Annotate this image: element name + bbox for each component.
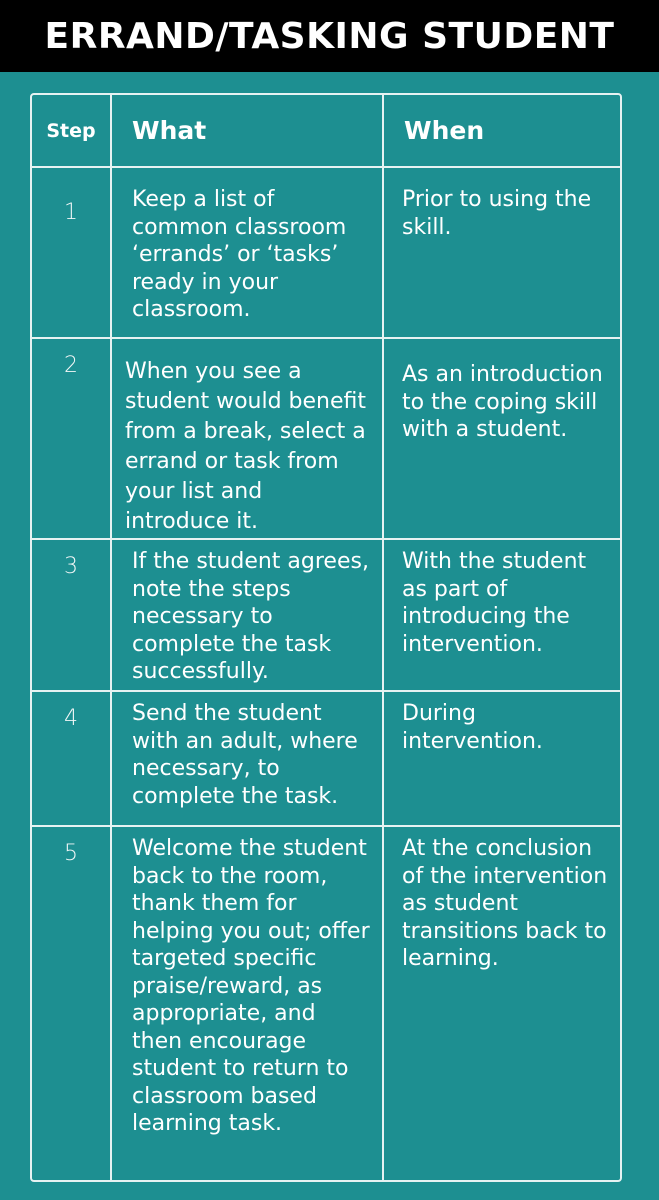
table-row [32, 338, 620, 539]
table-row [32, 167, 620, 338]
what-cell: When you see a student would benefit from a break, select a errand or task from your list and introduce it. [111, 338, 383, 539]
step-number: 5 [32, 826, 111, 1180]
table-row [32, 826, 620, 1180]
column-header-when: When [383, 95, 620, 167]
what-cell: If the student agrees, note the steps necessary to complete the task successfully. [111, 539, 383, 691]
what-cell: Keep a list of common classroom ‘errands’ or ‘tasks’ ready in your classroom. [111, 167, 383, 338]
table-header-row [32, 95, 620, 167]
when-cell: Prior to using the skill. [383, 167, 620, 338]
page-title: ERRAND/TASKING STUDENT [44, 15, 615, 57]
table-row [32, 691, 620, 826]
steps-table [30, 93, 622, 1182]
when-cell: As an introduction to the coping skill with a student. [383, 338, 620, 539]
column-header-step: Step [32, 95, 111, 167]
column-header-what: What [111, 95, 383, 167]
step-number: 4 [32, 691, 111, 826]
step-number: 1 [32, 167, 111, 338]
what-cell: Send the student with an adult, where necessary, to complete the task. [111, 691, 383, 826]
step-number: 3 [32, 539, 111, 691]
title-bar [0, 0, 659, 72]
when-cell: With the student as part of introducing the intervention. [383, 539, 620, 691]
when-cell: During intervention. [383, 691, 620, 826]
step-number: 2 [32, 338, 111, 539]
table-row [32, 539, 620, 691]
when-cell: At the conclusion of the intervention as student transitions back to learning. [383, 826, 620, 1180]
steps-table-grid [32, 95, 620, 1180]
what-cell: Welcome the student back to the room, thank them for helping you out; offer targeted specific praise/reward, as appropriate, and then encourage student to return to classroom based learning task. [111, 826, 383, 1180]
